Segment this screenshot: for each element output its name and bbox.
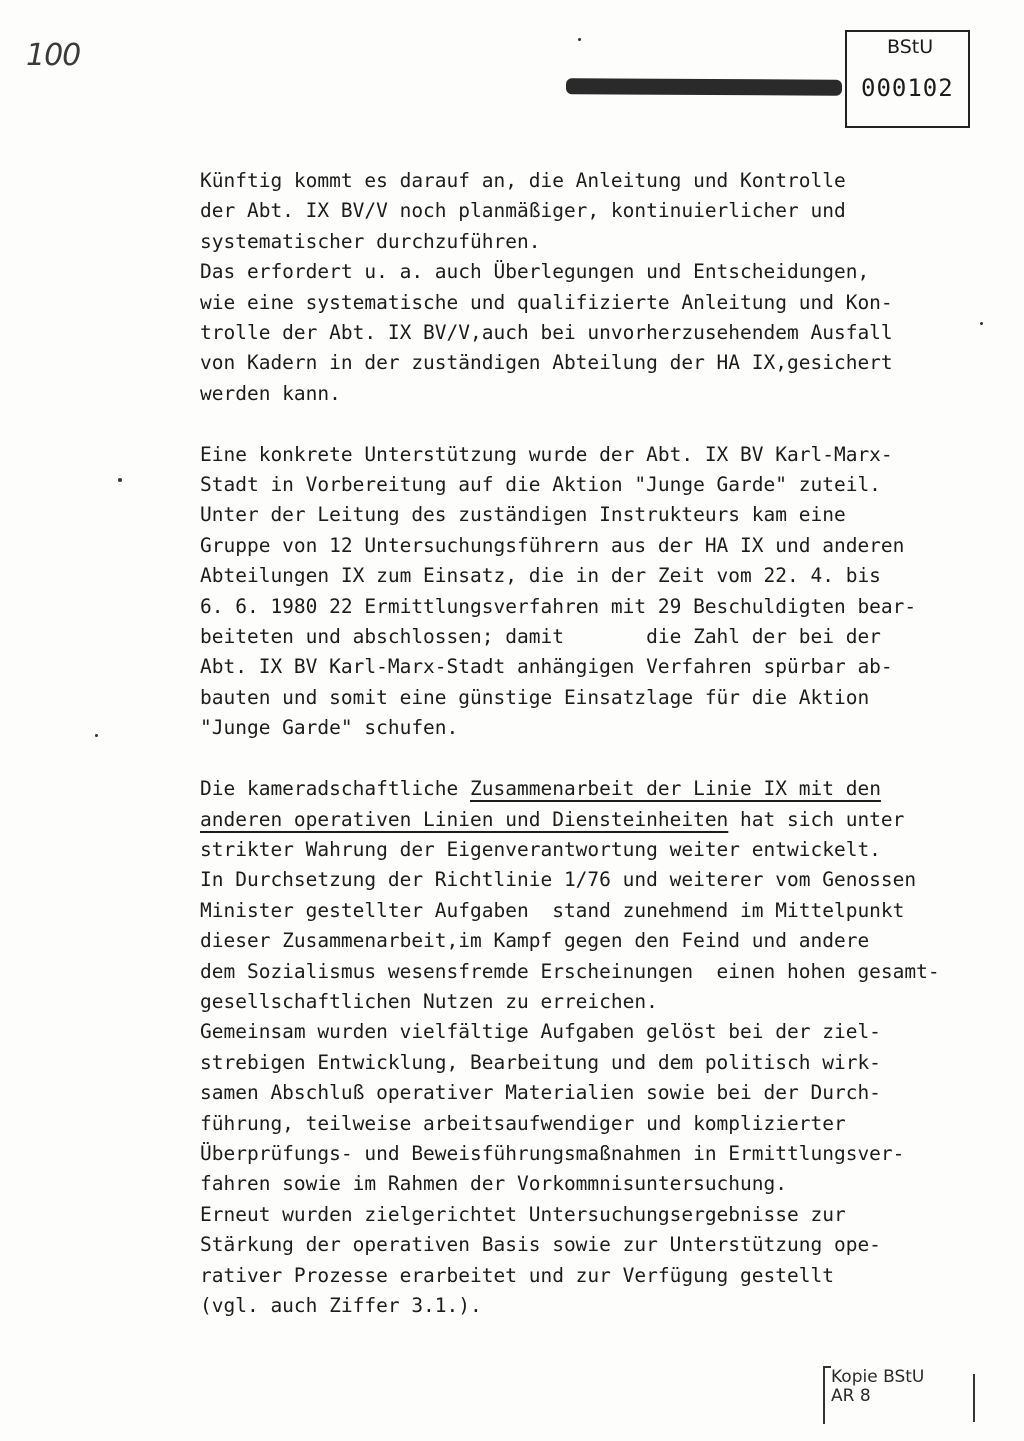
underlined-phrase: anderen operativen Linien und Diensteinheiten	[200, 807, 729, 831]
text-line: Gemeinsam wurden vielfältige Aufgaben gelöst bei der ziel-	[200, 1020, 881, 1044]
text-line: Künftig kommt es darauf an, die Anleitung und Kontrolle	[200, 169, 846, 192]
scan-speck	[578, 38, 581, 41]
scan-speck	[980, 322, 983, 325]
text-line: der Abt. IX BV/V noch planmäßiger, kontinuierlicher und	[200, 199, 846, 223]
text-line: Minister gestellter Aufgaben stand zunehmend im Mittelpunkt	[200, 898, 905, 922]
text-line: von Kadern in der zuständigen Abteilung der HA IX,gesichert	[200, 351, 893, 375]
paragraph-2	[200, 440, 990, 744]
text-line: In Durchsetzung der Richtlinie 1/76 und weiterer vom Genossen	[200, 868, 917, 892]
document-body	[200, 166, 990, 1352]
copy-stamp-line-1: Kopie BStU	[831, 1367, 925, 1387]
text-line	[200, 805, 990, 835]
text-line: werden kann.	[200, 381, 341, 405]
copy-stamp-line-2: AR 8	[831, 1386, 871, 1406]
copy-stamp	[823, 1366, 975, 1424]
stamp-label: BStU	[887, 36, 934, 58]
text-line: dieser Zusammenarbeit,im Kampf gegen den Feind und andere	[200, 929, 870, 953]
paragraph-1	[200, 166, 990, 409]
text-line: Eine konkrete Unterstützung wurde der Abt. IX BV Karl-Marx-	[200, 442, 893, 466]
text-fragment: Die kameradschaftliche	[200, 777, 471, 801]
text-line: Erneut wurden zielgerichtet Untersuchungsergebnisse zur	[200, 1202, 846, 1226]
text-line: Das erfordert u. a. auch Überlegungen und Entscheidungen,	[200, 260, 870, 284]
text-line: 6. 6. 1980 22 Ermittlungsverfahren mit 29 Beschuldigten bear-	[200, 594, 917, 618]
text-line: samen Abschluß operativer Materialien sowie bei der Durch-	[200, 1081, 881, 1105]
text-line: systematischer durchzuführen.	[200, 229, 541, 253]
text-line: dem Sozialismus wesensfremde Erscheinungen einen hohen gesamt-	[200, 959, 940, 983]
bstu-stamp	[845, 30, 970, 128]
text-line: strebigen Entwicklung, Bearbeitung und dem politisch wirk-	[200, 1050, 881, 1074]
text-line: beiteten und abschlossen; damit die Zahl der bei der	[200, 625, 881, 649]
text-line: fahren sowie im Rahmen der Vorkommnisuntersuchung.	[200, 1172, 787, 1196]
text-line: trolle der Abt. IX BV/V,auch bei unvorherzusehendem Ausfall	[200, 321, 893, 345]
text-line: Überprüfungs- und Beweisführungsmaßnahmen in Ermittlungsver-	[200, 1141, 905, 1165]
text-line: rativer Prozesse erarbeitet und zur Verfügung gestellt	[200, 1263, 834, 1287]
text-line: Unter der Leitung des zuständigen Instrukteurs kam eine	[200, 503, 846, 527]
redaction-bar	[566, 78, 842, 95]
text-line: "Junge Garde" schufen.	[200, 716, 459, 740]
text-line: bauten und somit eine günstige Einsatzlage für die Aktion	[200, 685, 870, 709]
text-line: führung, teilweise arbeitsaufwendiger und komplizierter	[200, 1111, 846, 1135]
text-line: gesellschaftlichen Nutzen zu erreichen.	[200, 989, 658, 1013]
stamp-bracket-left	[823, 1366, 831, 1424]
stamp-bracket-right	[969, 1374, 975, 1422]
scan-speck	[118, 478, 122, 482]
scan-speck	[95, 734, 98, 737]
text-line: Gruppe von 12 Untersuchungsführern aus der HA IX und anderen	[200, 533, 905, 557]
stamp-number: 000102	[861, 74, 954, 102]
text-line: (vgl. auch Ziffer 3.1.).	[200, 1294, 482, 1317]
text-fragment: hat sich unter	[728, 807, 905, 831]
text-line: Stärkung der operativen Basis sowie zur Unterstützung ope-	[200, 1233, 881, 1257]
text-line: Abt. IX BV Karl-Marx-Stadt anhängigen Verfahren spürbar ab-	[200, 655, 893, 679]
text-line: wie eine systematische und qualifizierte Anleitung und Kon-	[200, 290, 893, 314]
text-line: strikter Wahrung der Eigenverantwortung weiter entwickelt.	[200, 837, 881, 861]
text-line: Stadt in Vorbereitung auf die Aktion "Junge Garde" zuteil.	[200, 473, 881, 497]
text-line	[200, 774, 990, 804]
paragraph-3	[200, 774, 990, 1321]
handwritten-page-number: 100	[26, 38, 81, 73]
text-line: Abteilungen IX zum Einsatz, die in der Zeit vom 22. 4. bis	[200, 564, 881, 588]
underlined-phrase: Zusammenarbeit der Linie IX mit den	[470, 777, 881, 801]
